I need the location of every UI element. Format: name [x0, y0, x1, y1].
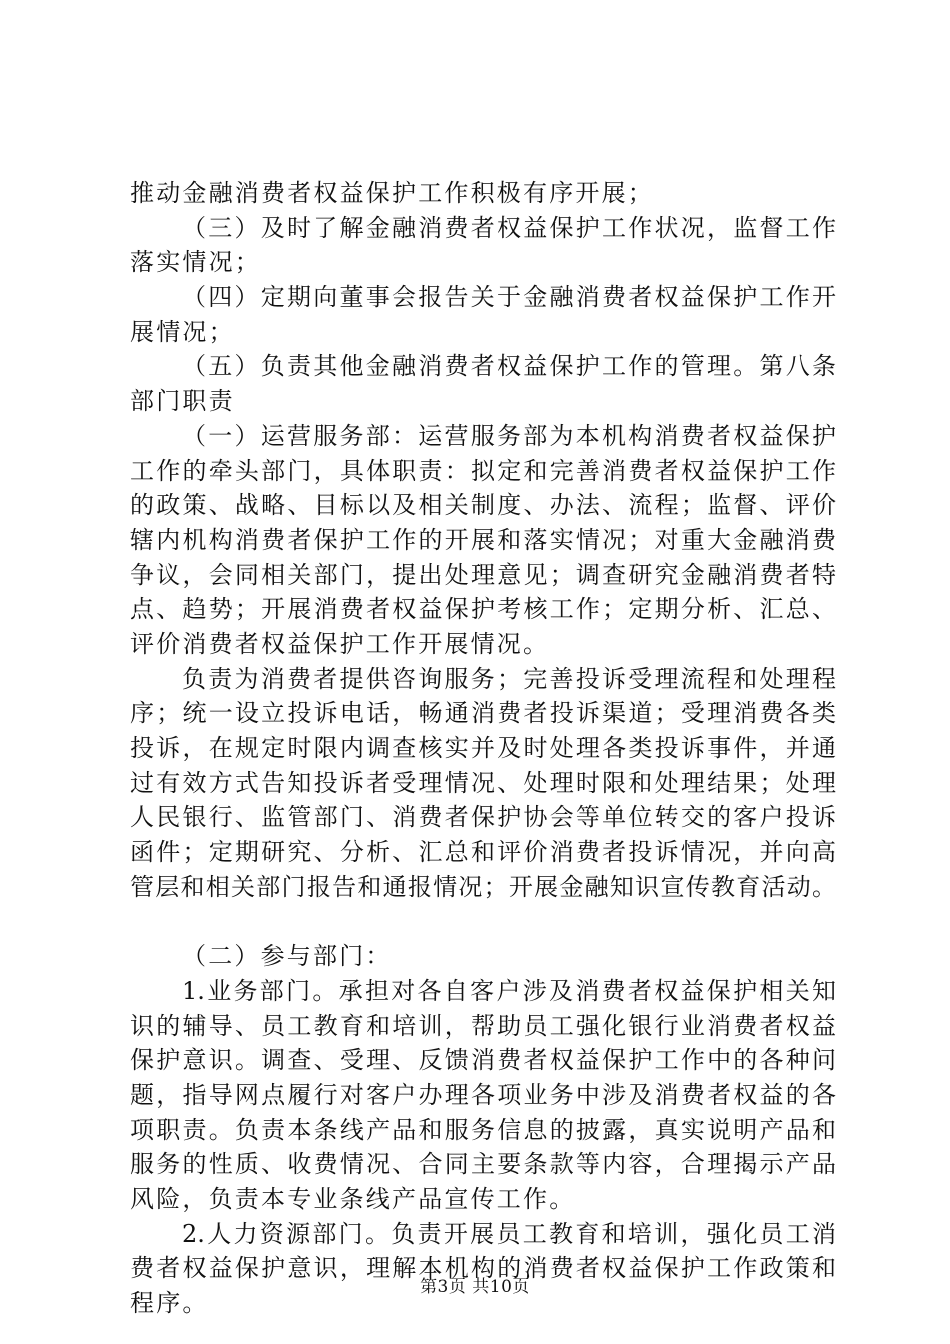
- text-line: （二）参与部门：: [182, 942, 392, 971]
- text-line: 费者权益保护意识，理解本机构的消费者权益保护工作政策和: [130, 1254, 836, 1283]
- text-line: 函件；定期研究、分析、汇总和评价消费者投诉情况，并向高: [130, 838, 836, 867]
- text-line: 程序。: [130, 1289, 209, 1317]
- text-line: 的政策、战略、目标以及相关制度、办法、流程；监督、评价: [130, 491, 836, 520]
- text-line: 部门职责: [130, 387, 235, 416]
- text-line: 工作的牵头部门，具体职责：拟定和完善消费者权益保护工作: [130, 456, 836, 485]
- text-line: 投诉，在规定时限内调查核实并及时处理各类投诉事件，并通: [130, 734, 836, 762]
- text-line: 管层和相关部门报告和通报情况；开展金融知识宣传教育活动。: [130, 872, 836, 901]
- text-line: 展情况；: [130, 317, 235, 346]
- text-line: 过有效方式告知投诉者受理情况、处理时限和处理结果；处理: [130, 768, 836, 797]
- text-line: （一）运营服务部：运营服务部为本机构消费者权益保护: [182, 421, 836, 450]
- document-body: [130, 176, 836, 1321]
- text-line: 负责为消费者提供咨询服务；完善投诉受理流程和处理程: [182, 664, 836, 693]
- text-line: 服务的性质、收费情况、合同主要条款等内容，合理揭示产品: [130, 1150, 836, 1179]
- text-line: （三）及时了解金融消费者权益保护工作状况，监督工作: [182, 213, 836, 242]
- text-line: 争议，会同相关部门，提出处理意见；调查研究金融消费者特: [130, 560, 836, 589]
- text-line: 落实情况；: [130, 248, 261, 277]
- text-line: （五）负责其他金融消费者权益保护工作的管理。第八条: [182, 352, 836, 381]
- text-line: 人民银行、监管部门、消费者保护协会等单位转交的客户投诉: [130, 803, 836, 832]
- paragraph-gap: [130, 904, 836, 939]
- text-line: 辖内机构消费者保护工作的开展和落实情况；对重大金融消费: [130, 525, 836, 554]
- text-line: 序；统一设立投诉电话，畅通消费者投诉渠道；受理消费各类: [130, 699, 836, 728]
- text-line: 风险，负责本专业条线产品宣传工作。: [130, 1184, 576, 1213]
- text-line: （四）定期向董事会报告关于金融消费者权益保护工作开: [182, 283, 836, 312]
- text-line: 1.业务部门。承担对各自客户涉及消费者权益保护相关知: [182, 976, 836, 1005]
- text-line: 点、趋势；开展消费者权益保护考核工作；定期分析、汇总、: [130, 595, 836, 624]
- text-line: 识的辅导、员工教育和培训，帮助员工强化银行业消费者权益: [130, 1011, 836, 1040]
- text-line: 项职责。负责本条线产品和服务信息的披露，真实说明产品和: [130, 1115, 836, 1144]
- text-line: 推动金融消费者权益保护工作积极有序开展；: [130, 179, 654, 207]
- text-line: 保护意识。调查、受理、反馈消费者权益保护工作中的各种问: [130, 1046, 836, 1075]
- page-number-footer: 第3页 共10页: [420, 1277, 530, 1297]
- text-line: 2.人力资源部门。负责开展员工教育和培训，强化员工消: [182, 1219, 836, 1248]
- text-line: 评价消费者权益保护工作开展情况。: [130, 629, 550, 658]
- text-line: 题，指导网点履行对客户办理各项业务中涉及消费者权益的各: [130, 1080, 836, 1109]
